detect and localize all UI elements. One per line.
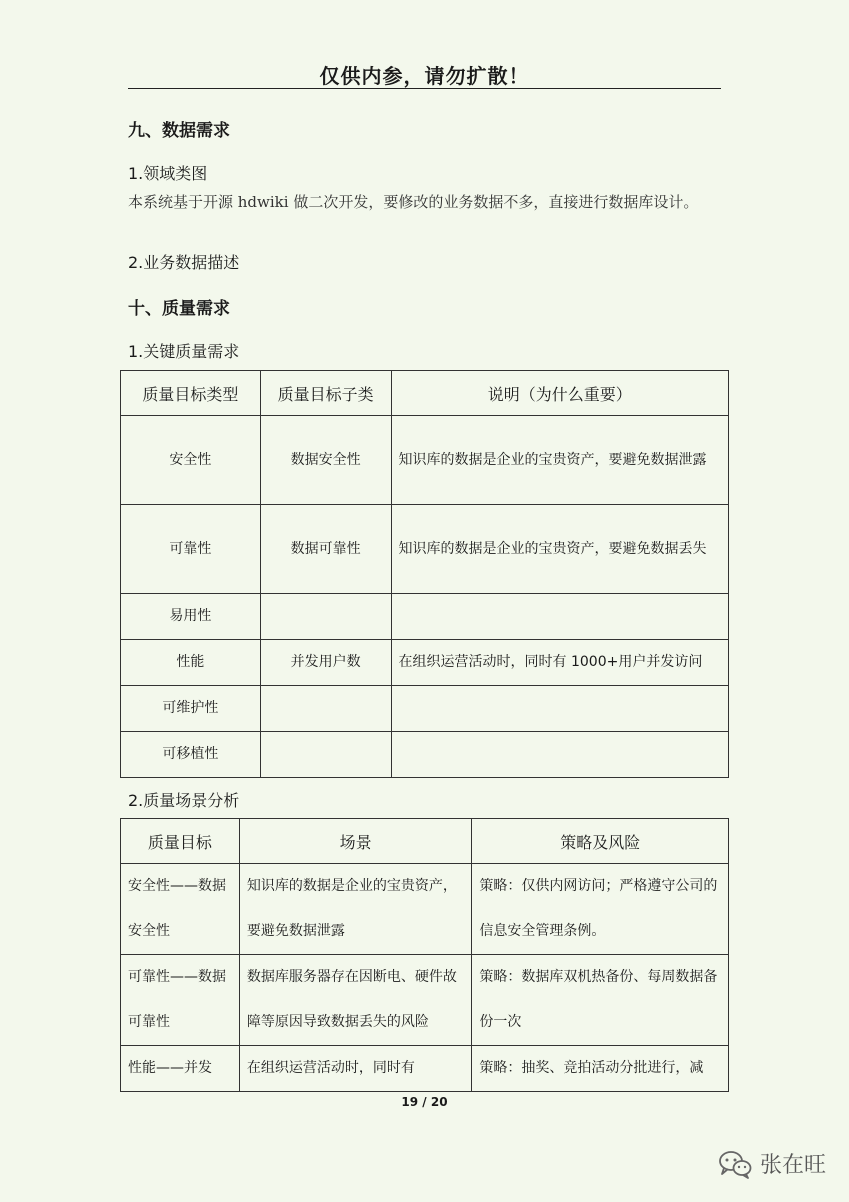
- table-row: [121, 594, 729, 640]
- table-row: [121, 416, 729, 505]
- table-cell: 性能——并发: [121, 1046, 240, 1092]
- table-cell: 知识库的数据是企业的宝贵资产，要避免数据丢失: [391, 505, 728, 594]
- table-cell: 知识库的数据是企业的宝贵资产，要避免数据泄露: [391, 416, 728, 505]
- table-cell: 可移植性: [121, 732, 261, 778]
- table-cell: 并发用户数: [260, 640, 391, 686]
- table-row: [121, 864, 729, 955]
- page-header: 仅供内参，请勿扩散！: [319, 64, 530, 88]
- table-header: 质量目标子类: [260, 371, 391, 416]
- table-row: [121, 732, 729, 778]
- table-cell: 数据安全性: [260, 416, 391, 505]
- page-number: 19 / 20: [401, 1095, 448, 1109]
- table-row: [121, 640, 729, 686]
- watermark: [718, 1148, 826, 1179]
- watermark-name: 张在旺: [760, 1153, 827, 1178]
- table-cell: [260, 594, 391, 640]
- table-cell: 安全性: [121, 416, 261, 505]
- table-cell: 可维护性: [121, 686, 261, 732]
- table-cell: 可靠性——数据可靠性: [121, 955, 240, 1046]
- section-9-title: 九、数据需求: [128, 121, 230, 141]
- table-row: [121, 505, 729, 594]
- table-cell: 策略：数据库双机热备份、每周数据备份一次: [472, 955, 729, 1046]
- table-cell: 知识库的数据是企业的宝贵资产，要避免数据泄露: [239, 864, 472, 955]
- table-cell: 数据库服务器存在因断电、硬件故障等原因导致数据丢失的风险: [239, 955, 472, 1046]
- table-cell: 可靠性: [121, 505, 261, 594]
- table-cell: 数据可靠性: [260, 505, 391, 594]
- table-cell: 性能: [121, 640, 261, 686]
- table-row: [121, 955, 729, 1046]
- table-cell: 易用性: [121, 594, 261, 640]
- table-cell: 在组织运营活动时，同时有 1000+用户并发访问: [391, 640, 728, 686]
- table-cell: 在组织运营活动时，同时有: [239, 1046, 472, 1092]
- table-header: 策略及风险: [472, 819, 729, 864]
- section-10-sub1: 1.关键质量需求: [128, 342, 240, 361]
- table-row: [121, 1046, 729, 1092]
- table-cell: [391, 686, 728, 732]
- header-rule: [128, 88, 721, 89]
- table-cell: 策略：抽奖、竞拍活动分批进行，减: [472, 1046, 729, 1092]
- table-cell: [260, 686, 391, 732]
- table-cell: 策略：仅供内网访问；严格遵守公司的信息安全管理条例。: [472, 864, 729, 955]
- table-header: 说明（为什么重要）: [391, 371, 728, 416]
- section-9-paragraph: 本系统基于开源 hdwiki 做二次开发，要修改的业务数据不多，直接进行数据库设计。: [128, 193, 699, 211]
- quality-scenario-table: [120, 818, 729, 1092]
- section-10-title: 十、质量需求: [128, 299, 230, 319]
- table-header: 场景: [239, 819, 472, 864]
- table-cell: [391, 732, 728, 778]
- table-cell: 安全性——数据安全性: [121, 864, 240, 955]
- table-header: 质量目标类型: [121, 371, 261, 416]
- wechat-icon: [718, 1149, 752, 1179]
- table-cell: [391, 594, 728, 640]
- section-10-sub2: 2.质量场景分析: [128, 791, 240, 810]
- table-header: 质量目标: [121, 819, 240, 864]
- table-cell: [260, 732, 391, 778]
- table-row: [121, 686, 729, 732]
- section-9-sub1: 1.领域类图: [128, 164, 208, 183]
- section-9-sub2: 2.业务数据描述: [128, 253, 240, 272]
- key-quality-table: [120, 370, 729, 778]
